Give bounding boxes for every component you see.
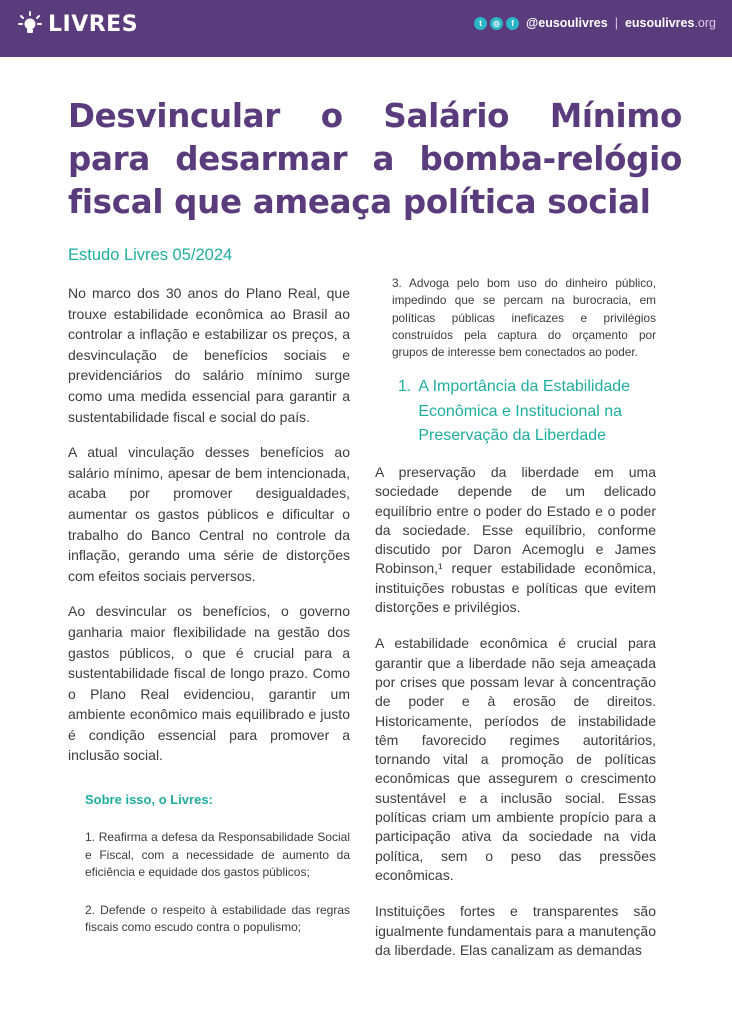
social-handle[interactable]: @eusoulivres bbox=[526, 16, 608, 30]
brand-logo[interactable] bbox=[18, 11, 138, 37]
header-separator: | bbox=[614, 16, 618, 30]
left-column bbox=[68, 283, 350, 949]
paragraph: Ao desvincular os benefícios, o governo ganharia maior flexibilidade na gestão dos gastos públicos, o que é crucial para a sustentabilidade fiscal de longo prazo. Como o Plano Real evidenciou, garantir um ambiente econômico mais equilibrado e justo é condição essencial para promover a inclusão social. bbox=[68, 603, 350, 764]
section-heading bbox=[398, 375, 656, 449]
brand-name: LIVRES bbox=[48, 11, 139, 37]
header-bar bbox=[0, 0, 732, 57]
section-title: A Importância da Estabilidade Econômica e Institucional na Preservação da Liberdade bbox=[418, 378, 631, 445]
document-subtitle: Estudo Livres 05/2024 bbox=[68, 246, 233, 264]
paragraph: No marco dos 30 anos do Plano Real, que trouxe estabilidade econômica ao Brasil ao controlar a inflação e estabilizar os preços, a desvinculação de benefícios sociais e previdenciários do salário mínimo surge como uma medida essencial para garantir a sustentabilidade fiscal e social do país. bbox=[68, 285, 350, 425]
site-link[interactable] bbox=[625, 16, 716, 30]
right-column bbox=[375, 275, 656, 977]
list-item: 3. Advoga pelo bom uso do dinheiro público, impedindo que se percam na burocracia, em políticas públicas ineficazes e privilégios construídos pela captura do orçamento por grupos de interesse bem conectados ao poder. bbox=[392, 276, 656, 360]
site-name: eusoulivres bbox=[624, 16, 695, 30]
lightbulb-icon bbox=[18, 11, 42, 37]
list-item: 1. Reafirma a defesa da Responsabilidade Social e Fiscal, com a necessidade de aumento da eficiência e equidade dos gastos públicos; bbox=[85, 830, 350, 880]
instagram-icon[interactable]: ◎ bbox=[490, 17, 503, 30]
paragraph: A preservação da liberdade em uma sociedade depende de um delicado equilíbrio entre o poder do Estado e o poder da sociedade. Esse equilíbrio, conforme discutido por Daron Acemoglu e James Robinson,¹ requer estabilidade econômica, instituições robustas e políticas que evitem distorções e privilégios. bbox=[375, 463, 656, 616]
sobre-heading: Sobre isso, o Livres: bbox=[85, 792, 213, 808]
paragraph: Instituições fortes e transparentes são igualmente fundamentais para a manutenção da liberdade. Elas canalizam as demandas bbox=[375, 903, 656, 958]
twitter-icon[interactable]: t bbox=[474, 17, 487, 30]
list-item: 2. Defende o respeito à estabilidade das regras fiscais como escudo contra o populismo; bbox=[85, 902, 350, 935]
facebook-icon[interactable]: f bbox=[506, 17, 519, 30]
paragraph: A atual vinculação desses benefícios ao salário mínimo, apesar de bem intencionada, acaba por promover desigualdades, aumentar os gastos públicos e dificultar o trabalho do Banco Central no controle da inflação, gerando uma série de distorções com efeitos sociais perversos. bbox=[68, 444, 350, 584]
social-links bbox=[474, 16, 716, 30]
section-number: 1. bbox=[398, 378, 412, 396]
site-tld: .org bbox=[694, 16, 716, 30]
document-title: Desvincular o Salário Mínimo para desarmar a bomba-relógio fiscal que ameaça política social bbox=[68, 97, 682, 221]
paragraph: A estabilidade econômica é crucial para garantir que a liberdade não seja ameaçada por crises que possam levar à concentração de poder e à erosão de direitos. Historicamente, períodos de instabilidade têm favorecido regimes autoritários, tornando vital a promoção de políticas econômicas que assegurem o crescimento sustentável e a inclusão social. Essas políticas criam um ambiente propício para a participação ativa da sociedade na vida política, sem o peso das pressões econômicas. bbox=[375, 635, 656, 883]
